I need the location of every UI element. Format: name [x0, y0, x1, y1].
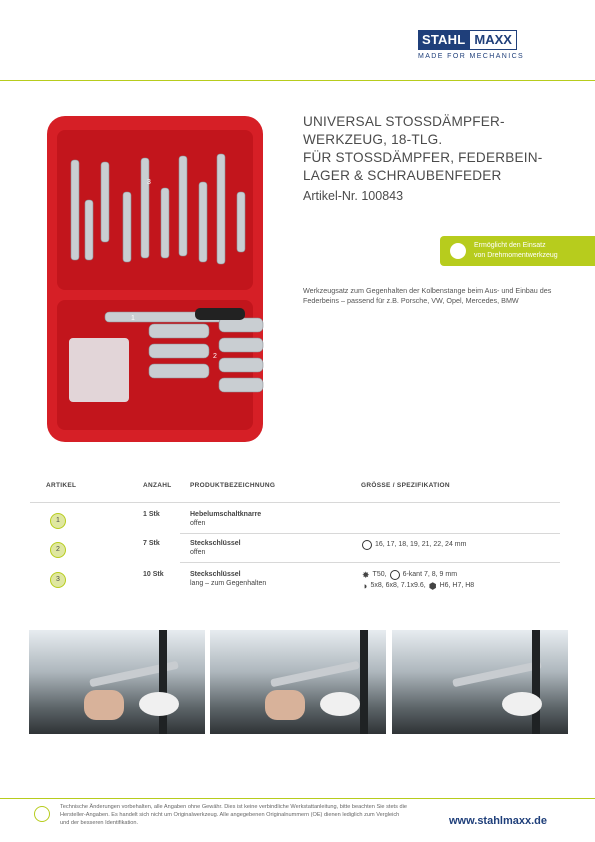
row-number-badge: 3 [50, 572, 66, 588]
brand-tagline: MADE FOR MECHANICS [418, 53, 525, 60]
hint-line: Ermöglicht den Einsatz [474, 242, 546, 249]
brand-name-left: STAHL [418, 30, 469, 50]
header-spec: GRÖSSE / SPEZIFIKATION [361, 482, 450, 489]
image-label-2: 2 [213, 353, 217, 360]
row-qty: 7 Stk [143, 540, 160, 547]
row-qty: 10 Stk [143, 571, 164, 578]
row-spec-hex: 6-kant 7, 8, 9 mm [402, 571, 458, 578]
table-divider [180, 533, 560, 534]
product-description: Werkzeugsatz zum Gegenhalten der Kolbenstange beim Aus- und Einbau des Federbeins – passend für z.B. Porsche, VW, Opel, Mercedes, BMW [303, 286, 552, 305]
article-number: Artikel-Nr. 100843 [303, 189, 404, 203]
table-divider [180, 562, 560, 563]
multitooth-icon: ◑ [362, 581, 368, 591]
image-label-1: 1 [131, 315, 135, 322]
hint-line: von Drehmomentwerkzeug [474, 252, 558, 259]
row-sub: offen [190, 520, 206, 527]
hexagon-icon: ⬢ [428, 581, 437, 591]
row-spec-torx: T50, [372, 571, 387, 578]
lightbulb-icon [450, 243, 466, 259]
row-sub: offen [190, 549, 206, 556]
row-spec-h: H6, H7, H8 [439, 582, 475, 589]
header-produkt: PRODUKTBEZEICHNUNG [190, 482, 276, 489]
row-name: Steckschlüssel [190, 571, 241, 578]
torx-icon: ✸ [362, 570, 370, 580]
header-anzahl: ANZAHL [143, 482, 172, 489]
row-sub: lang – zum Gegenhalten [190, 580, 267, 587]
round-socket-icon [362, 540, 372, 550]
title-line: WERKZEUG, 18-TLG. [303, 132, 443, 147]
title-line: UNIVERSAL STOSSDÄMPFER- [303, 114, 505, 129]
product-title [303, 113, 573, 185]
torque-hint-badge [440, 236, 595, 266]
brand-logo [418, 30, 562, 64]
row-qty: 1 Stk [143, 511, 160, 518]
product-image [45, 112, 267, 444]
image-label-3: 3 [147, 179, 151, 186]
row-name: Steckschlüssel [190, 540, 241, 547]
header-artikel: ARTIKEL [46, 482, 77, 489]
row-number-badge: 1 [50, 513, 66, 529]
title-line: LAGER & SCHRAUBENFEDER [303, 168, 502, 183]
brand-name-right: MAXX [469, 30, 517, 50]
usage-photo-2 [210, 630, 386, 734]
row-spec-multi: 5x8, 6x8, 7.1x9.6, [370, 582, 426, 589]
footer-disclaimer: Technische Änderungen vorbehalten, alle Angaben ohne Gewähr. Dies ist keine verbindliche Werkstattanleitung, bitte beachten Sie stets die Hersteller-Angaben. Es handelt sich nicht um Originalwerkzeug. Alle angegebenen Originalnummern (OE) dienen lediglich zum Vergleich und der besseren Identifikation. [60, 804, 407, 826]
lightbulb-icon [34, 806, 50, 822]
usage-photo-1 [29, 630, 205, 734]
row-name: Hebelumschaltknarre [190, 511, 262, 518]
table-divider [30, 502, 560, 503]
usage-photo-3 [392, 630, 568, 734]
footer-divider [0, 798, 595, 799]
website-link[interactable]: www.stahlmaxx.de [449, 815, 548, 827]
row-spec: 16, 17, 18, 19, 21, 22, 24 mm [375, 541, 467, 548]
row-number-badge: 2 [50, 542, 66, 558]
title-line: FÜR STOSSDÄMPFER, FEDERBEIN- [303, 150, 543, 165]
header-divider [0, 80, 595, 81]
hex-socket-icon [390, 570, 400, 580]
